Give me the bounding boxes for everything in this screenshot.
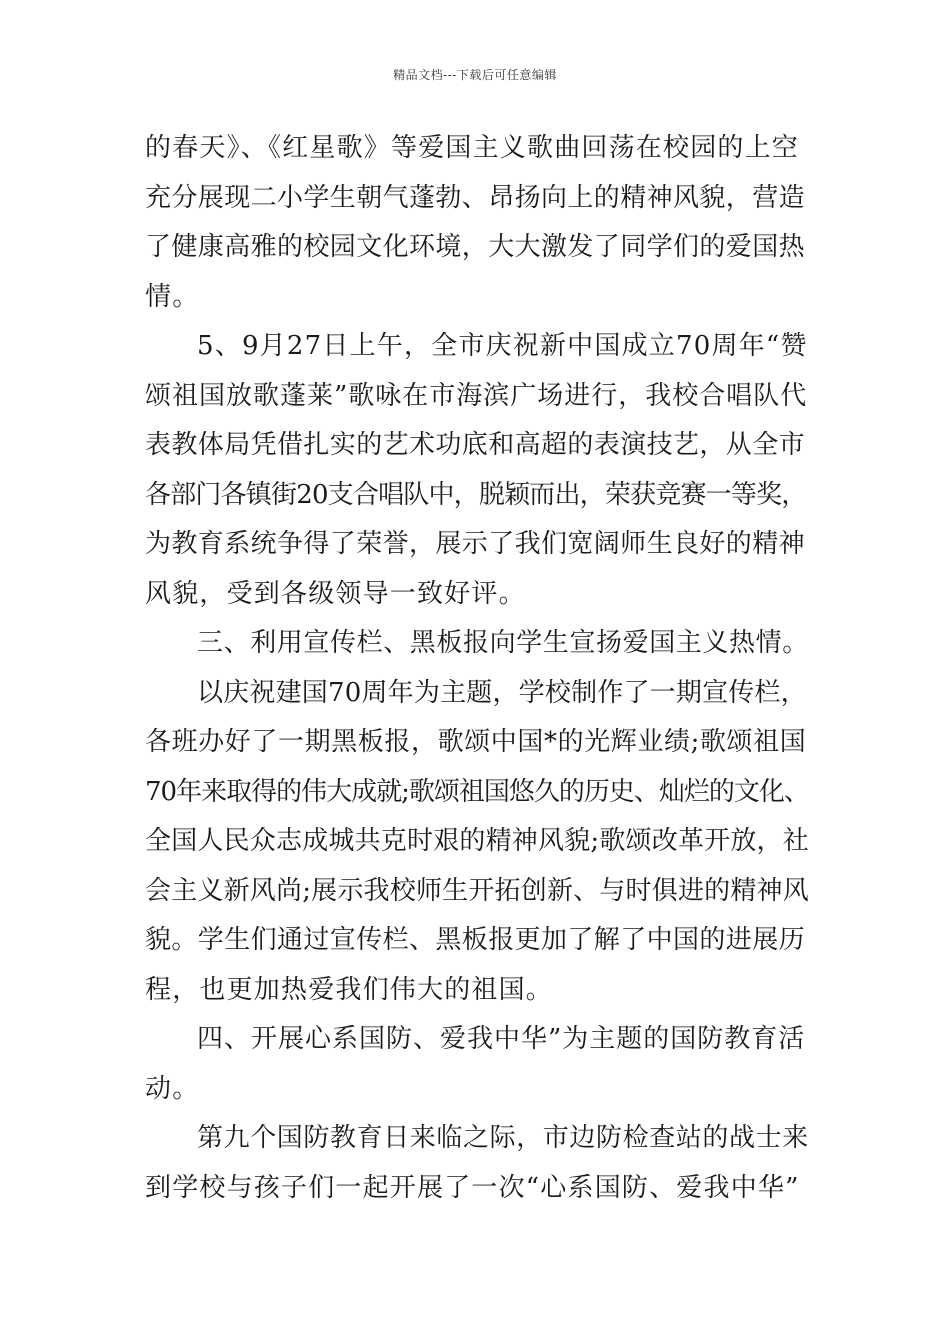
text-line: 70年来取得的伟大成就;歌颂祖国悠久的历史、灿烂的文化、: [145, 776, 809, 807]
text-line: 程，也更加热爱我们伟大的祖国。: [145, 974, 554, 1005]
text-line: 貌。学生们通过宣传栏、黑板报更加了解了中国的进展历: [145, 925, 806, 955]
text-line: 颂祖国放歌蓬莱”歌咏在市海滨广场进行，我校合唱队代: [145, 380, 808, 411]
text-line: 各班办好了一期黑板报，歌颂中国*的光辉业绩;歌颂祖国: [145, 727, 807, 757]
text-line: 三、利用宣传栏、黑板报向学生宣扬爱国主义热情。: [197, 628, 809, 658]
page-header: 精品文档---下载后可任意编辑: [393, 68, 557, 82]
text-line: 5、9月27日上午，全市庆祝新中国成立70周年“赞: [197, 331, 808, 361]
text-line: 会主义新风尚;展示我校师生开拓创新、与时俱进的精神风: [145, 875, 809, 906]
text-line: 了健康高雅的校园文化环境，大大激发了同学们的爱国热: [145, 232, 806, 262]
text-line: 全国人民众志成城共克时艰的精神风貌;歌颂改革开放，社: [145, 826, 809, 856]
text-line: 第九个国防教育日来临之际，市边防检查站的战士来: [197, 1123, 809, 1153]
text-line: 到学校与孩子们一起开展了一次“心系国防、爱我中华”: [145, 1172, 800, 1203]
text-line: 各部门各镇街20支合唱队中，脱颖而出，荣获竞赛一等奖，: [145, 479, 807, 510]
text-line: 为教育系统争得了荣誉，展示了我们宽阔师生良好的精神: [145, 529, 806, 559]
text-line: 充分展现二小学生朝气蓬勃、昂扬向上的精神风貌，营造: [145, 182, 806, 213]
text-line: 情。: [145, 281, 200, 312]
document-body: [145, 124, 809, 1213]
text-line: 动。: [145, 1073, 200, 1104]
text-line: 风貌，受到各级领导一致好评。: [145, 578, 526, 609]
text-line: 以庆祝建国70周年为主题，学校制作了一期宣传栏，: [197, 677, 807, 708]
text-line: 的春天》、《红星歌》等爱国主义歌曲回荡在校园的上空: [145, 133, 800, 163]
text-line: 四、开展心系国防、爱我中华”为主题的国防教育活: [197, 1024, 806, 1054]
text-line: 表教体局凭借扎实的艺术功底和高超的表演技艺，从全市: [145, 430, 806, 460]
